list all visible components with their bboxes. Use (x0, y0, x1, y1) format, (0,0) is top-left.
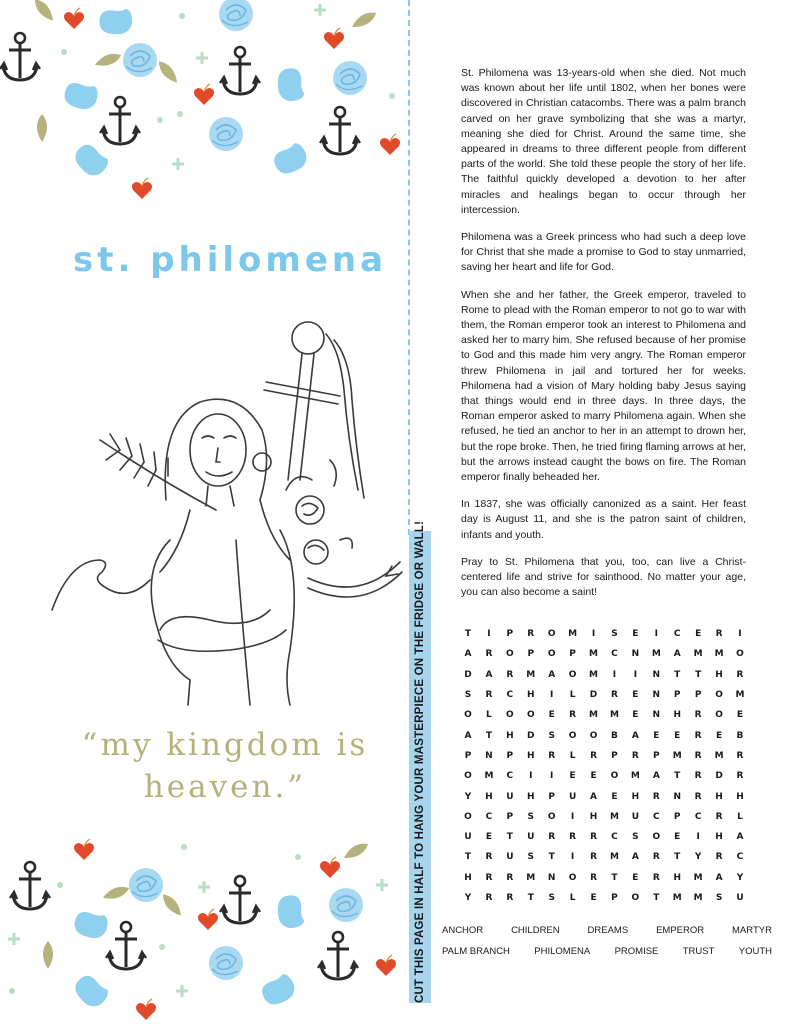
story-paragraph: When she and her father, the Greek emperor, traveled to Rome to plead with the Roman emperor to not go to war with them, the Roman emperor took an interest to Philomena and asked her to marry him. She refused because of her promise to God and this made him very angry. The Roman emperor threw Philomena in jail and tortured her for weeks. Philomena had a vision of Mary holding baby Jesus saying that things would end in three days. In three days, the Roman emperor asked to marry Philomena again. When she refused, he tied an anchor to her in an attempt to drown her, but the rope broke. Then, he tried firing flaming arrows at her, but the arrows instead caught the bows on fire. The Roman emperor finally beheaded her. (461, 288, 746, 484)
grid-letter: O (568, 669, 577, 680)
grid-letter: P (611, 750, 618, 761)
grid-letter: M (735, 690, 745, 701)
grid-letter: A (485, 669, 493, 680)
grid-letter: M (526, 669, 536, 680)
grid-letter: C (485, 811, 493, 822)
grid-letter: E (653, 730, 660, 741)
grid-letter: O (568, 872, 577, 883)
word-list-row (442, 941, 772, 962)
grid-letter: M (651, 649, 661, 660)
grid-letter: C (652, 811, 660, 822)
grid-letter: D (589, 690, 598, 701)
grid-letter: C (694, 811, 702, 822)
grid-letter: O (631, 893, 640, 903)
grid-row (458, 868, 750, 888)
grid-letter: R (548, 832, 556, 843)
grid-letter: H (464, 872, 472, 883)
grid-letter: P (527, 649, 535, 660)
grid-letter: E (590, 893, 597, 903)
grid-letter: E (548, 710, 555, 721)
grid-letter: E (695, 629, 702, 640)
grid-letter: M (693, 649, 703, 660)
grid-letter: R (631, 750, 639, 761)
grid-letter: E (674, 832, 681, 843)
grid-row (458, 847, 750, 867)
grid-letter: R (652, 791, 660, 802)
grid-letter: R (715, 852, 723, 863)
grid-letter: N (673, 791, 681, 802)
grid-letter: R (485, 690, 493, 701)
grid-letter: M (714, 750, 724, 761)
grid-letter: R (694, 771, 702, 782)
grid-letter: I (591, 629, 596, 640)
grid-letter: O (736, 649, 744, 660)
grid-letter: I (633, 669, 638, 680)
grid-letter: E (632, 872, 639, 883)
grid-row (458, 746, 750, 766)
grid-letter: H (715, 791, 723, 802)
grid-letter: M (609, 710, 619, 721)
word-list-item: MARTYR (732, 925, 772, 936)
grid-letter: O (715, 710, 723, 721)
grid-letter: O (715, 690, 723, 701)
grid-letter: N (652, 710, 661, 721)
grid-letter: R (736, 771, 744, 782)
grid-letter: R (652, 872, 660, 883)
grid-letter: E (715, 730, 723, 741)
grid-letter: L (569, 690, 576, 701)
grid-letter: M (693, 893, 703, 903)
grid-letter: L (737, 811, 743, 822)
grid-letter: S (715, 893, 723, 903)
grid-letter: H (715, 832, 723, 843)
grid-letter: E (632, 690, 639, 701)
grid-letter: P (673, 690, 681, 701)
grid-letter: S (632, 832, 639, 843)
grid-letter: U (464, 832, 472, 843)
grid-letter: M (693, 872, 703, 883)
grid-letter: A (464, 730, 472, 741)
grid-letter: S (611, 629, 618, 640)
story-paragraph: Pray to St. Philomena that you, too, can live a Christ-centered life and strive for sainthood. No matter your age, you can also become a saint! (461, 555, 746, 599)
grid-letter: H (631, 791, 640, 802)
grid-letter: R (485, 893, 493, 903)
saint-philomena-illustration (40, 310, 405, 710)
grid-letter: R (694, 750, 702, 761)
grid-letter: O (464, 771, 472, 782)
grid-letter: R (590, 852, 597, 863)
grid-letter: M (609, 811, 619, 822)
grid-letter: Y (464, 791, 472, 802)
grid-letter: R (694, 730, 702, 741)
page-title: st. philomena (72, 240, 388, 280)
grid-row (458, 644, 750, 664)
grid-letter: P (548, 791, 555, 802)
grid-letter: H (526, 750, 535, 761)
word-list-item: ANCHOR (442, 925, 484, 936)
grid-letter: U (631, 811, 640, 822)
word-list-item: PHILOMENA (534, 946, 591, 957)
grid-letter: T (464, 629, 472, 640)
grid-letter: T (464, 852, 472, 863)
grid-letter: N (652, 690, 661, 701)
grid-letter: T (695, 669, 702, 680)
grid-letter: Y (694, 852, 702, 863)
grid-letter: I (570, 811, 575, 822)
word-list-item: CHILDREN (511, 925, 560, 936)
grid-letter: E (569, 771, 576, 782)
grid-letter: E (590, 771, 597, 782)
grid-letter: H (673, 710, 681, 721)
grid-letter: E (674, 730, 681, 741)
grid-letter: T (674, 669, 681, 680)
word-list-row (442, 920, 772, 941)
grid-letter: D (464, 669, 472, 680)
grid-row (458, 725, 750, 745)
grid-letter: P (611, 893, 618, 903)
grid-letter: R (590, 872, 597, 883)
grid-letter: R (736, 669, 744, 680)
floral-anchor-pattern-bottom (0, 835, 405, 1024)
grid-letter: U (506, 791, 514, 802)
grid-letter: R (694, 791, 702, 802)
grid-letter: O (547, 811, 556, 822)
grid-letter: T (674, 771, 681, 782)
word-list-item: PALM BRANCH (442, 946, 510, 957)
grid-letter: C (673, 629, 681, 640)
grid-letter: R (590, 832, 597, 843)
grid-letter: T (653, 893, 660, 903)
grid-letter: R (569, 710, 577, 721)
grid-letter: L (486, 710, 492, 721)
grid-letter: N (631, 649, 640, 660)
grid-letter: R (506, 872, 514, 883)
grid-letter: M (609, 852, 619, 863)
grid-letter: U (527, 832, 535, 843)
grid-letter: R (506, 669, 514, 680)
grid-letter: C (736, 852, 744, 863)
grid-row (458, 786, 750, 806)
grid-letter: P (464, 750, 472, 761)
grid-letter: M (589, 649, 599, 660)
grid-letter: H (715, 669, 723, 680)
grid-letter: B (736, 730, 744, 741)
grid-letter: M (526, 872, 536, 883)
grid-letter: O (506, 710, 514, 721)
grid-letter: M (672, 750, 682, 761)
grid-letter: T (611, 872, 618, 883)
grid-letter: R (590, 750, 597, 761)
grid-letter: R (652, 852, 660, 863)
grid-letter: D (715, 771, 723, 782)
word-search-word-list (442, 920, 772, 962)
grid-row (458, 624, 750, 644)
grid-letter: N (485, 750, 493, 761)
grid-row (458, 705, 750, 725)
saint-quote: “my kingdom is heaven.” (81, 727, 369, 805)
grid-letter: U (506, 852, 514, 863)
grid-letter: E (611, 791, 618, 802)
grid-letter: E (632, 710, 639, 721)
grid-letter: C (506, 690, 514, 701)
grid-letter: S (527, 811, 534, 822)
grid-letter: R (694, 710, 702, 721)
grid-row (458, 807, 750, 827)
grid-letter: P (569, 649, 576, 660)
grid-letter: O (506, 649, 514, 660)
grid-letter: D (527, 730, 535, 741)
grid-letter: R (715, 811, 723, 822)
grid-letter: M (484, 771, 494, 782)
grid-letter: S (548, 893, 555, 903)
grid-letter: B (611, 730, 618, 741)
grid-letter: A (548, 669, 556, 680)
grid-row (458, 888, 750, 908)
grid-letter: H (506, 730, 514, 741)
grid-letter: R (548, 750, 556, 761)
grid-letter: O (568, 730, 577, 741)
grid-letter: A (673, 649, 681, 660)
cut-guide-dashed-line (408, 0, 410, 535)
grid-letter: R (569, 832, 577, 843)
grid-letter: C (611, 649, 618, 660)
grid-letter: R (527, 629, 535, 640)
grid-letter: S (464, 690, 472, 701)
grid-letter: U (736, 893, 744, 903)
grid-letter: I (696, 832, 700, 843)
word-search-grid (458, 624, 750, 908)
grid-letter: N (652, 669, 661, 680)
grid-letter: L (569, 750, 576, 761)
grid-letter: H (673, 872, 681, 883)
grid-letter: O (589, 730, 598, 741)
grid-letter: R (715, 629, 723, 640)
grid-letter: T (527, 893, 534, 903)
grid-letter: I (570, 852, 575, 863)
grid-letter: Y (736, 872, 744, 883)
grid-letter: I (550, 690, 554, 701)
grid-letter: E (632, 629, 639, 640)
word-list-item: TRUST (682, 946, 715, 957)
story-paragraph: Philomena was a Greek princess who had such a deep love for Christ that she made a promise to God to stay unmarried, saving her heart and life for God. (461, 231, 746, 274)
grid-letter: A (652, 771, 660, 782)
grid-letter: H (485, 791, 493, 802)
grid-letter: M (714, 649, 724, 660)
grid-letter: U (568, 791, 577, 802)
grid-letter: A (736, 832, 744, 843)
grid-row (458, 665, 750, 685)
grid-letter: P (694, 690, 702, 701)
grid-letter: H (526, 791, 535, 802)
grid-letter: Y (464, 893, 472, 903)
grid-letter: T (548, 852, 555, 863)
grid-letter: P (506, 629, 514, 640)
grid-letter: R (485, 649, 493, 660)
grid-letter: O (464, 811, 472, 822)
grid-letter: C (611, 832, 618, 843)
grid-letter: O (547, 629, 556, 640)
cut-instruction-text: CUT THIS PAGE IN HALF TO HANG YOUR MASTERPIECE ON THE FRIDGE OR WALL! (414, 520, 426, 1003)
grid-row (458, 827, 750, 847)
grid-letter: I (550, 771, 554, 782)
grid-row (458, 685, 750, 705)
grid-letter: O (610, 771, 619, 782)
grid-letter: I (654, 629, 658, 640)
story-paragraph: In 1837, she was officially canonized as a saint. Her feast day is August 11, and she is the patron saint of children, infants and youth. (461, 498, 746, 541)
grid-letter: T (485, 730, 492, 741)
grid-letter: P (673, 811, 681, 822)
grid-letter: A (631, 852, 639, 863)
grid-letter: H (589, 811, 598, 822)
grid-letter: R (610, 690, 618, 701)
grid-letter: T (674, 852, 681, 863)
grid-letter: N (547, 872, 556, 883)
grid-letter: M (589, 669, 599, 680)
grid-letter: M (630, 771, 640, 782)
grid-letter: I (487, 629, 491, 640)
grid-letter: R (485, 852, 493, 863)
grid-letter: R (506, 893, 514, 903)
grid-letter: P (506, 811, 514, 822)
grid-letter: R (485, 872, 493, 883)
grid-letter: P (652, 750, 660, 761)
grid-letter: L (569, 893, 576, 903)
grid-letter: S (527, 852, 534, 863)
grid-letter: A (715, 872, 723, 883)
grid-letter: P (506, 750, 514, 761)
grid-letter: O (652, 832, 661, 843)
grid-letter: I (529, 771, 533, 782)
floral-anchor-pattern-top (0, 0, 405, 215)
grid-letter: O (547, 649, 556, 660)
grid-letter: O (464, 710, 472, 721)
word-list-item: PROMISE (614, 946, 659, 957)
grid-letter: M (672, 893, 682, 903)
grid-letter: S (548, 730, 555, 741)
grid-letter: A (590, 791, 598, 802)
grid-letter: H (736, 791, 744, 802)
story-paragraph: St. Philomena was 13-years-old when she died. Not much was known about her life until 1802, when her bones were discovered in Christian catacombs. There was a palm branch carved on her grave symbolizing that she was a martyr, meaning she died for Christ. Around the same time, she appeared in dreams to three different people from different parts of the world. She told these people the story of her life. The faithful quickly developed a devotion to her after miracles and healings began to occur through her intercession. (461, 67, 746, 216)
grid-letter: I (738, 629, 742, 640)
story-text (461, 66, 746, 613)
word-list-item: DREAMS (587, 925, 629, 936)
grid-letter: R (736, 750, 744, 761)
grid-letter: E (736, 710, 744, 721)
grid-letter: O (526, 710, 535, 721)
grid-letter: E (485, 832, 492, 843)
grid-letter: T (506, 832, 513, 843)
grid-row (458, 766, 750, 786)
word-list-item: YOUTH (738, 946, 772, 957)
grid-letter: C (506, 771, 514, 782)
grid-letter: H (526, 690, 535, 701)
grid-letter: A (464, 649, 472, 660)
grid-letter: A (631, 730, 639, 741)
word-list-item: EMPEROR (656, 925, 705, 936)
grid-letter: M (568, 629, 578, 640)
grid-letter: M (589, 710, 599, 721)
grid-letter: I (612, 669, 617, 680)
